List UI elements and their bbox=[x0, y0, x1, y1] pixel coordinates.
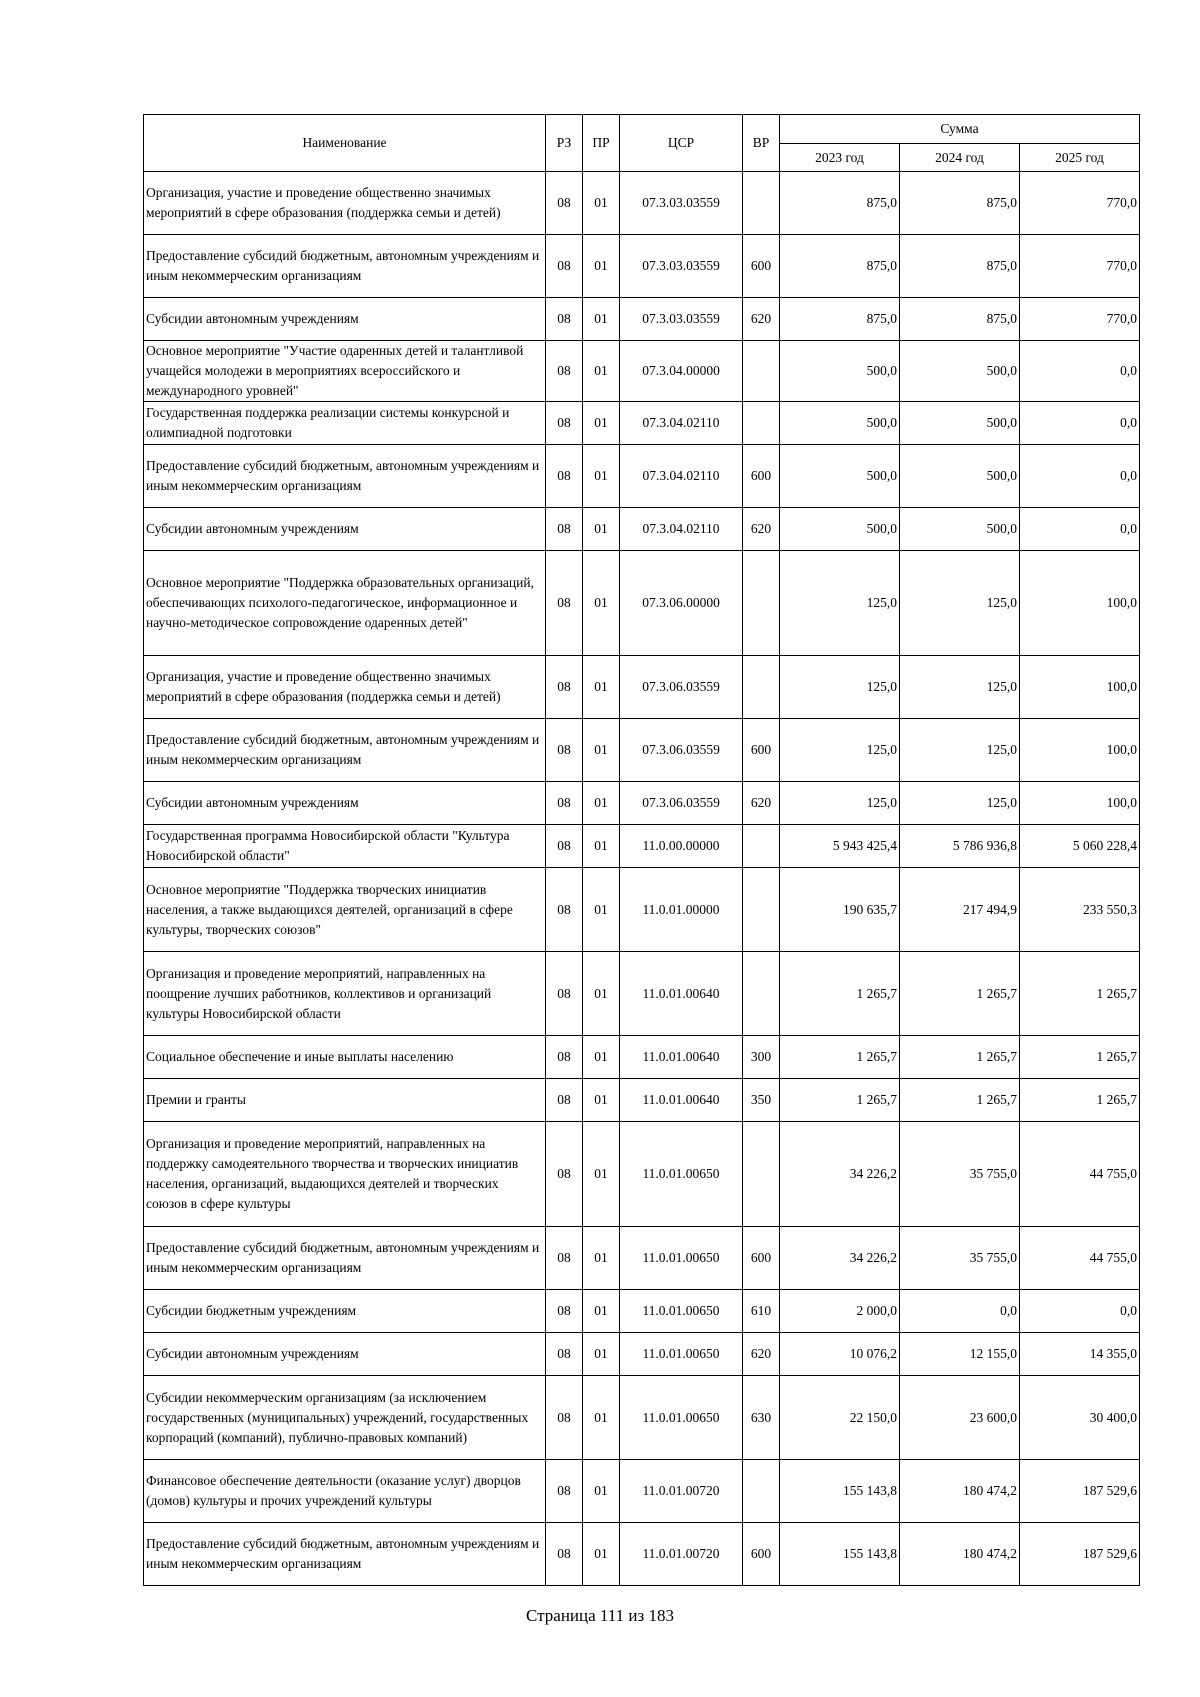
table-row bbox=[144, 1376, 1140, 1460]
row-rz: 08 bbox=[546, 402, 583, 445]
row-name: Премии и гранты bbox=[144, 1079, 546, 1122]
row-vr: 600 bbox=[743, 719, 780, 782]
table-row bbox=[144, 952, 1140, 1036]
row-rz: 08 bbox=[546, 1079, 583, 1122]
row-sum-2024: 1 265,7 bbox=[900, 1079, 1020, 1122]
row-sum-2025: 44 755,0 bbox=[1020, 1122, 1140, 1227]
row-csr: 07.3.03.03559 bbox=[620, 172, 743, 235]
row-csr: 07.3.06.00000 bbox=[620, 551, 743, 656]
row-pr: 01 bbox=[583, 508, 620, 551]
table-row bbox=[144, 445, 1140, 508]
row-sum-2025: 44 755,0 bbox=[1020, 1227, 1140, 1290]
table-row bbox=[144, 1523, 1140, 1586]
table-row bbox=[144, 1227, 1140, 1290]
row-csr: 11.0.01.00650 bbox=[620, 1122, 743, 1227]
row-sum-2025: 100,0 bbox=[1020, 782, 1140, 825]
row-rz: 08 bbox=[546, 172, 583, 235]
row-pr: 01 bbox=[583, 172, 620, 235]
row-csr: 07.3.04.02110 bbox=[620, 402, 743, 445]
row-name: Основное мероприятие "Поддержка творческих инициатив населения, а также выдающихся деятелей, организаций в сфере культуры, творческих союзов" bbox=[144, 868, 546, 952]
row-name: Предоставление субсидий бюджетным, автономным учреждениям и иным некоммерческим организациям bbox=[144, 445, 546, 508]
row-sum-2025: 1 265,7 bbox=[1020, 952, 1140, 1036]
row-sum-2024: 500,0 bbox=[900, 508, 1020, 551]
row-csr: 07.3.04.00000 bbox=[620, 341, 743, 402]
row-pr: 01 bbox=[583, 952, 620, 1036]
row-sum-2025: 187 529,6 bbox=[1020, 1523, 1140, 1586]
row-name: Государственная поддержка реализации системы конкурсной и олимпиадной подготовки bbox=[144, 402, 546, 445]
row-sum-2025: 14 355,0 bbox=[1020, 1333, 1140, 1376]
row-pr: 01 bbox=[583, 1079, 620, 1122]
row-name: Организация и проведение мероприятий, направленных на поощрение лучших работников, коллективов и организаций культуры Новосибирской области bbox=[144, 952, 546, 1036]
row-sum-2025: 30 400,0 bbox=[1020, 1376, 1140, 1460]
row-vr bbox=[743, 1460, 780, 1523]
row-csr: 11.0.01.00650 bbox=[620, 1227, 743, 1290]
row-sum-2024: 180 474,2 bbox=[900, 1460, 1020, 1523]
row-name: Предоставление субсидий бюджетным, автономным учреждениям и иным некоммерческим организациям bbox=[144, 1227, 546, 1290]
row-rz: 08 bbox=[546, 1122, 583, 1227]
row-vr: 620 bbox=[743, 508, 780, 551]
table-row bbox=[144, 1079, 1140, 1122]
row-sum-2024: 125,0 bbox=[900, 719, 1020, 782]
row-sum-2023: 875,0 bbox=[780, 172, 900, 235]
row-sum-2024: 125,0 bbox=[900, 656, 1020, 719]
row-vr bbox=[743, 825, 780, 868]
row-sum-2025: 100,0 bbox=[1020, 656, 1140, 719]
table-row bbox=[144, 1333, 1140, 1376]
row-rz: 08 bbox=[546, 1523, 583, 1586]
table-row bbox=[144, 719, 1140, 782]
row-sum-2025: 0,0 bbox=[1020, 445, 1140, 508]
row-sum-2023: 875,0 bbox=[780, 235, 900, 298]
header-pr: ПР bbox=[583, 115, 620, 172]
row-rz: 08 bbox=[546, 508, 583, 551]
row-csr: 11.0.01.00650 bbox=[620, 1333, 743, 1376]
row-sum-2023: 1 265,7 bbox=[780, 952, 900, 1036]
row-name: Субсидии некоммерческим организациям (за исключением государственных (муниципальных) учреждений, государственных корпораций (компаний), публично-правовых компаний) bbox=[144, 1376, 546, 1460]
row-sum-2023: 155 143,8 bbox=[780, 1523, 900, 1586]
row-sum-2024: 500,0 bbox=[900, 445, 1020, 508]
row-sum-2024: 500,0 bbox=[900, 402, 1020, 445]
header-rz: РЗ bbox=[546, 115, 583, 172]
table-row bbox=[144, 402, 1140, 445]
row-name: Субсидии бюджетным учреждениям bbox=[144, 1290, 546, 1333]
row-csr: 11.0.01.00720 bbox=[620, 1460, 743, 1523]
row-csr: 11.0.01.00720 bbox=[620, 1523, 743, 1586]
row-vr bbox=[743, 1122, 780, 1227]
row-sum-2023: 125,0 bbox=[780, 551, 900, 656]
row-name: Государственная программа Новосибирской области "Культура Новосибирской области" bbox=[144, 825, 546, 868]
row-pr: 01 bbox=[583, 1227, 620, 1290]
row-rz: 08 bbox=[546, 235, 583, 298]
row-csr: 11.0.00.00000 bbox=[620, 825, 743, 868]
row-vr bbox=[743, 341, 780, 402]
row-rz: 08 bbox=[546, 656, 583, 719]
row-sum-2023: 10 076,2 bbox=[780, 1333, 900, 1376]
row-sum-2024: 1 265,7 bbox=[900, 1036, 1020, 1079]
row-pr: 01 bbox=[583, 1122, 620, 1227]
row-sum-2025: 770,0 bbox=[1020, 172, 1140, 235]
row-csr: 07.3.06.03559 bbox=[620, 782, 743, 825]
row-sum-2024: 0,0 bbox=[900, 1290, 1020, 1333]
row-vr: 630 bbox=[743, 1376, 780, 1460]
row-vr: 610 bbox=[743, 1290, 780, 1333]
row-pr: 01 bbox=[583, 1333, 620, 1376]
row-pr: 01 bbox=[583, 235, 620, 298]
table-row bbox=[144, 1290, 1140, 1333]
row-pr: 01 bbox=[583, 656, 620, 719]
row-sum-2024: 125,0 bbox=[900, 551, 1020, 656]
row-sum-2024: 35 755,0 bbox=[900, 1122, 1020, 1227]
budget-table bbox=[143, 114, 1140, 1586]
row-vr: 600 bbox=[743, 445, 780, 508]
row-pr: 01 bbox=[583, 825, 620, 868]
row-name: Финансовое обеспечение деятельности (оказание услуг) дворцов (домов) культуры и прочих учреждений культуры bbox=[144, 1460, 546, 1523]
row-csr: 07.3.06.03559 bbox=[620, 656, 743, 719]
row-name: Организация, участие и проведение общественно значимых мероприятий в сфере образования (поддержка семьи и детей) bbox=[144, 172, 546, 235]
row-sum-2023: 125,0 bbox=[780, 782, 900, 825]
row-csr: 11.0.01.00640 bbox=[620, 1079, 743, 1122]
row-sum-2024: 217 494,9 bbox=[900, 868, 1020, 952]
row-name: Субсидии автономным учреждениям bbox=[144, 508, 546, 551]
row-name: Субсидии автономным учреждениям bbox=[144, 1333, 546, 1376]
table-row bbox=[144, 825, 1140, 868]
header-sum: Сумма bbox=[780, 115, 1140, 144]
row-vr: 600 bbox=[743, 1227, 780, 1290]
row-rz: 08 bbox=[546, 1290, 583, 1333]
row-csr: 07.3.06.03559 bbox=[620, 719, 743, 782]
row-csr: 07.3.04.02110 bbox=[620, 508, 743, 551]
page-number: Страница 111 из 183 bbox=[526, 1606, 674, 1625]
row-sum-2023: 875,0 bbox=[780, 298, 900, 341]
row-sum-2024: 875,0 bbox=[900, 298, 1020, 341]
row-vr: 600 bbox=[743, 1523, 780, 1586]
row-rz: 08 bbox=[546, 1460, 583, 1523]
row-sum-2023: 34 226,2 bbox=[780, 1227, 900, 1290]
row-vr: 350 bbox=[743, 1079, 780, 1122]
row-pr: 01 bbox=[583, 551, 620, 656]
row-name: Основное мероприятие "Поддержка образовательных организаций, обеспечивающих психолого-педагогическое, информационное и научно-методическое сопровождение одаренных детей" bbox=[144, 551, 546, 656]
row-rz: 08 bbox=[546, 719, 583, 782]
row-csr: 07.3.03.03559 bbox=[620, 235, 743, 298]
row-rz: 08 bbox=[546, 1376, 583, 1460]
row-pr: 01 bbox=[583, 1523, 620, 1586]
row-name: Организация и проведение мероприятий, направленных на поддержку самодеятельного творчества и творческих инициатив населения, организаций, выдающихся деятелей и творческих союзов в сфере культуры bbox=[144, 1122, 546, 1227]
row-vr: 620 bbox=[743, 1333, 780, 1376]
row-sum-2023: 125,0 bbox=[780, 719, 900, 782]
row-rz: 08 bbox=[546, 1036, 583, 1079]
row-csr: 07.3.04.02110 bbox=[620, 445, 743, 508]
row-vr: 600 bbox=[743, 235, 780, 298]
row-sum-2025: 770,0 bbox=[1020, 235, 1140, 298]
row-vr: 620 bbox=[743, 298, 780, 341]
table-row bbox=[144, 782, 1140, 825]
row-rz: 08 bbox=[546, 825, 583, 868]
row-pr: 01 bbox=[583, 782, 620, 825]
row-name: Основное мероприятие "Участие одаренных детей и талантливой учащейся молодежи в мероприятиях всероссийского и международного уровней" bbox=[144, 341, 546, 402]
header-year-2023: 2023 год bbox=[780, 144, 900, 172]
table-row bbox=[144, 1122, 1140, 1227]
row-rz: 08 bbox=[546, 298, 583, 341]
row-vr: 620 bbox=[743, 782, 780, 825]
row-sum-2024: 12 155,0 bbox=[900, 1333, 1020, 1376]
row-pr: 01 bbox=[583, 341, 620, 402]
row-sum-2025: 0,0 bbox=[1020, 402, 1140, 445]
row-sum-2025: 1 265,7 bbox=[1020, 1036, 1140, 1079]
row-sum-2025: 100,0 bbox=[1020, 719, 1140, 782]
row-sum-2023: 125,0 bbox=[780, 656, 900, 719]
row-sum-2025: 0,0 bbox=[1020, 508, 1140, 551]
row-rz: 08 bbox=[546, 782, 583, 825]
row-pr: 01 bbox=[583, 868, 620, 952]
row-sum-2023: 190 635,7 bbox=[780, 868, 900, 952]
row-vr: 300 bbox=[743, 1036, 780, 1079]
table-row bbox=[144, 656, 1140, 719]
row-name: Предоставление субсидий бюджетным, автономным учреждениям и иным некоммерческим организациям bbox=[144, 1523, 546, 1586]
row-sum-2024: 500,0 bbox=[900, 341, 1020, 402]
row-sum-2023: 1 265,7 bbox=[780, 1079, 900, 1122]
row-vr bbox=[743, 172, 780, 235]
header-csr: ЦСР bbox=[620, 115, 743, 172]
row-name: Предоставление субсидий бюджетным, автономным учреждениям и иным некоммерческим организациям bbox=[144, 719, 546, 782]
row-name: Организация, участие и проведение общественно значимых мероприятий в сфере образования (поддержка семьи и детей) bbox=[144, 656, 546, 719]
row-csr: 11.0.01.00000 bbox=[620, 868, 743, 952]
row-name: Социальное обеспечение и иные выплаты населению bbox=[144, 1036, 546, 1079]
row-sum-2025: 5 060 228,4 bbox=[1020, 825, 1140, 868]
row-vr bbox=[743, 952, 780, 1036]
row-rz: 08 bbox=[546, 445, 583, 508]
row-sum-2024: 875,0 bbox=[900, 235, 1020, 298]
row-name: Предоставление субсидий бюджетным, автономным учреждениям и иным некоммерческим организациям bbox=[144, 235, 546, 298]
header-name: Наименование bbox=[144, 115, 546, 172]
row-vr bbox=[743, 402, 780, 445]
row-sum-2023: 22 150,0 bbox=[780, 1376, 900, 1460]
row-rz: 08 bbox=[546, 868, 583, 952]
row-sum-2025: 0,0 bbox=[1020, 341, 1140, 402]
row-rz: 08 bbox=[546, 1333, 583, 1376]
table-row bbox=[144, 551, 1140, 656]
table-row bbox=[144, 172, 1140, 235]
row-pr: 01 bbox=[583, 719, 620, 782]
row-sum-2024: 875,0 bbox=[900, 172, 1020, 235]
row-pr: 01 bbox=[583, 1290, 620, 1333]
row-csr: 11.0.01.00640 bbox=[620, 1036, 743, 1079]
header-year-2024: 2024 год bbox=[900, 144, 1020, 172]
row-rz: 08 bbox=[546, 1227, 583, 1290]
row-sum-2025: 187 529,6 bbox=[1020, 1460, 1140, 1523]
row-sum-2025: 1 265,7 bbox=[1020, 1079, 1140, 1122]
row-sum-2025: 0,0 bbox=[1020, 1290, 1140, 1333]
row-rz: 08 bbox=[546, 341, 583, 402]
row-name: Субсидии автономным учреждениям bbox=[144, 298, 546, 341]
row-sum-2024: 125,0 bbox=[900, 782, 1020, 825]
row-sum-2024: 5 786 936,8 bbox=[900, 825, 1020, 868]
row-sum-2023: 1 265,7 bbox=[780, 1036, 900, 1079]
row-csr: 11.0.01.00650 bbox=[620, 1376, 743, 1460]
row-pr: 01 bbox=[583, 445, 620, 508]
row-sum-2024: 23 600,0 bbox=[900, 1376, 1020, 1460]
row-sum-2024: 35 755,0 bbox=[900, 1227, 1020, 1290]
row-rz: 08 bbox=[546, 952, 583, 1036]
row-pr: 01 bbox=[583, 298, 620, 341]
header-year-2025: 2025 год bbox=[1020, 144, 1140, 172]
row-sum-2023: 500,0 bbox=[780, 402, 900, 445]
row-sum-2023: 155 143,8 bbox=[780, 1460, 900, 1523]
table-row bbox=[144, 1460, 1140, 1523]
row-name: Субсидии автономным учреждениям bbox=[144, 782, 546, 825]
row-sum-2024: 180 474,2 bbox=[900, 1523, 1020, 1586]
row-csr: 11.0.01.00650 bbox=[620, 1290, 743, 1333]
row-sum-2023: 500,0 bbox=[780, 508, 900, 551]
row-csr: 07.3.03.03559 bbox=[620, 298, 743, 341]
row-vr bbox=[743, 868, 780, 952]
table-row bbox=[144, 508, 1140, 551]
table-row bbox=[144, 1036, 1140, 1079]
row-sum-2023: 2 000,0 bbox=[780, 1290, 900, 1333]
header-vr: ВР bbox=[743, 115, 780, 172]
row-rz: 08 bbox=[546, 551, 583, 656]
table-row bbox=[144, 341, 1140, 402]
row-pr: 01 bbox=[583, 402, 620, 445]
row-sum-2023: 34 226,2 bbox=[780, 1122, 900, 1227]
row-sum-2025: 100,0 bbox=[1020, 551, 1140, 656]
table-row bbox=[144, 868, 1140, 952]
row-sum-2024: 1 265,7 bbox=[900, 952, 1020, 1036]
table-row bbox=[144, 235, 1140, 298]
row-sum-2025: 770,0 bbox=[1020, 298, 1140, 341]
row-pr: 01 bbox=[583, 1460, 620, 1523]
row-csr: 11.0.01.00640 bbox=[620, 952, 743, 1036]
row-pr: 01 bbox=[583, 1036, 620, 1079]
row-vr bbox=[743, 656, 780, 719]
row-sum-2023: 5 943 425,4 bbox=[780, 825, 900, 868]
table-row bbox=[144, 298, 1140, 341]
row-sum-2023: 500,0 bbox=[780, 341, 900, 402]
row-sum-2025: 233 550,3 bbox=[1020, 868, 1140, 952]
row-vr bbox=[743, 551, 780, 656]
row-pr: 01 bbox=[583, 1376, 620, 1460]
row-sum-2023: 500,0 bbox=[780, 445, 900, 508]
